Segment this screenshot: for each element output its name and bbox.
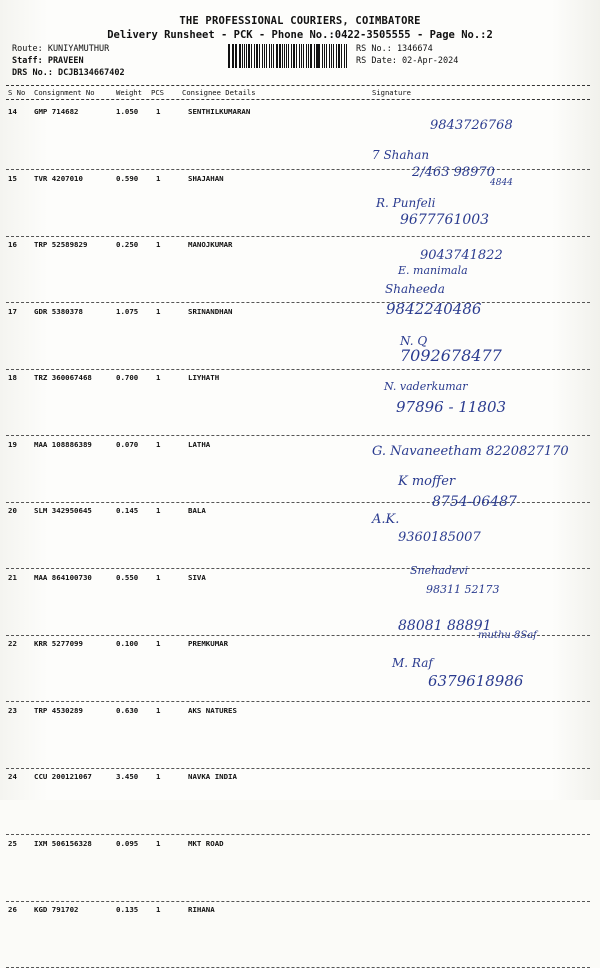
- cell-cn: MAA 864100730: [34, 572, 92, 582]
- cell-cn: IXM 506156328: [34, 838, 92, 848]
- cell-cn: GDR 5380378: [34, 306, 83, 316]
- signature-text: 98311 52173: [426, 583, 500, 596]
- cell-wt: 1.075: [116, 306, 139, 316]
- signature-text: 7092678477: [400, 346, 502, 365]
- barcode-bar: [248, 44, 250, 68]
- barcode-bar: [239, 44, 241, 68]
- cell-wt: 0.250: [116, 240, 139, 249]
- cell-pcs: 1: [156, 639, 161, 648]
- table-row: [6, 236, 590, 303]
- signature-text: G. Navaneetham 8220827170: [372, 444, 569, 459]
- barcode-bar: [244, 44, 245, 68]
- cell-sno: 21: [8, 572, 17, 582]
- barcode-bar: [303, 44, 304, 68]
- signature-text: A.K.: [372, 512, 400, 527]
- cell-wt: 1.050: [116, 107, 139, 116]
- cell-cn: SLM 342950645: [34, 506, 92, 515]
- cell-name: AKS NATURES: [188, 705, 237, 715]
- cell-sno: 22: [8, 639, 17, 648]
- table-header: [6, 85, 590, 100]
- barcode-bar: [259, 44, 260, 68]
- cell-wt: 0.550: [116, 572, 139, 582]
- cell-sno: 20: [8, 506, 17, 515]
- barcode-bar: [322, 44, 323, 68]
- table-row: [6, 103, 590, 170]
- col-signature: Signature: [372, 88, 411, 97]
- cell-pcs: 1: [156, 107, 161, 116]
- signature-text: M. Raf: [392, 656, 433, 670]
- cell-sno: 17: [8, 306, 17, 316]
- barcode-bar: [341, 44, 343, 68]
- barcode-bar: [232, 44, 233, 68]
- barcode-bar: [316, 44, 317, 68]
- company-title: THE PROFESSIONAL COURIERS, COIMBATORE: [179, 15, 421, 27]
- signature-text: R. Punfeli: [376, 196, 436, 210]
- col-consignee: Consignee Details: [182, 88, 256, 97]
- cell-pcs: 1: [156, 173, 161, 183]
- cell-name: LATHA: [188, 439, 211, 449]
- cell-pcs: 1: [156, 439, 161, 449]
- barcode-bar: [338, 44, 340, 68]
- col-consignment: Consignment No: [34, 88, 95, 97]
- cell-cn: TRZ 360067468: [34, 373, 92, 382]
- cell-wt: 0.700: [116, 373, 139, 382]
- signature-text: 97896 - 11803: [396, 398, 507, 416]
- barcode-bar: [242, 44, 243, 68]
- cell-name: MANOJKUMAR: [188, 240, 233, 249]
- signature-text: 7 Shahan: [372, 148, 430, 162]
- cell-pcs: 1: [156, 572, 161, 582]
- table-row: [6, 635, 590, 702]
- barcode-bar: [346, 44, 347, 68]
- cell-pcs: 1: [156, 506, 161, 515]
- rs-number: RS No.: 1346674: [356, 44, 433, 54]
- barcode-bar: [235, 44, 237, 68]
- table-row: [6, 502, 590, 569]
- cell-cn: MAA 108886389: [34, 439, 92, 449]
- cell-sno: 15: [8, 173, 17, 183]
- table-row: [6, 303, 590, 370]
- cell-name: BALA: [188, 506, 206, 515]
- staff-label: Staff: PRAVEEN: [12, 56, 84, 66]
- barcode-bar: [310, 44, 312, 68]
- table-row: [6, 569, 590, 636]
- signature-text: 9360185007: [398, 530, 481, 545]
- signature-text: Snehadevi: [410, 564, 469, 577]
- signature-text: muthu 8Saf: [478, 630, 537, 641]
- barcode-bar: [326, 44, 327, 68]
- barcode-bar: [331, 44, 333, 68]
- cell-cn: KRR 5277099: [34, 639, 83, 648]
- cell-pcs: 1: [156, 905, 161, 914]
- col-sno: S No: [8, 88, 26, 97]
- cell-cn: TRP 52589829: [34, 240, 88, 249]
- cell-sno: 14: [8, 107, 17, 116]
- cell-name: LIYHATH: [188, 373, 220, 382]
- signature-text: E. manimala: [398, 264, 468, 277]
- table-row: [6, 835, 590, 902]
- cell-wt: 0.145: [116, 506, 139, 515]
- cell-pcs: 1: [156, 772, 161, 781]
- table-row: [6, 768, 590, 835]
- cell-name: PREMKUMAR: [188, 639, 229, 648]
- barcode-bar: [301, 44, 303, 68]
- signature-text: N. vaderkumar: [384, 380, 468, 393]
- cell-sno: 16: [8, 240, 17, 249]
- signature-text: Shaheeda: [385, 282, 445, 296]
- cell-wt: 0.630: [116, 705, 139, 715]
- runsheet-subtitle: Delivery Runsheet - PCK - Phone No.:0422-3505555 - Page No.:2: [107, 29, 493, 41]
- cell-pcs: 1: [156, 240, 161, 249]
- barcode-bar: [282, 44, 283, 68]
- barcode-bar: [233, 44, 234, 68]
- cell-pcs: 1: [156, 705, 161, 715]
- table-row: [6, 901, 590, 968]
- barcode-bar: [324, 44, 326, 68]
- cell-sno: 19: [8, 439, 17, 449]
- signature-text: 9043741822: [420, 248, 503, 263]
- barcode-bar: [246, 44, 247, 68]
- cell-cn: TVR 4207010: [34, 173, 83, 183]
- barcode-bar: [296, 44, 297, 68]
- barcode-bar: [293, 44, 295, 68]
- barcode-bar: [344, 44, 345, 68]
- cell-sno: 18: [8, 373, 17, 382]
- cell-pcs: 1: [156, 373, 161, 382]
- cell-wt: 0.095: [116, 838, 139, 848]
- signature-text: 8754-06487: [432, 494, 517, 510]
- cell-sno: 25: [8, 838, 17, 848]
- barcode-bar: [306, 44, 307, 68]
- signature-text: 9842240486: [386, 300, 482, 318]
- cell-wt: 0.135: [116, 905, 139, 914]
- barcode-bar: [288, 44, 290, 68]
- barcode-bar: [314, 44, 315, 68]
- barcode-bar: [286, 44, 287, 68]
- barcode-bar: [333, 44, 334, 68]
- cell-wt: 0.070: [116, 439, 139, 449]
- signature-text: N. Q: [400, 334, 428, 348]
- cell-cn: GMP 714682: [34, 107, 79, 116]
- barcode-bar: [276, 44, 278, 68]
- barcode-bar: [336, 44, 337, 68]
- barcode-bar: [273, 44, 274, 68]
- drs-label: DRS No.: DCJB134667402: [12, 68, 125, 78]
- cell-cn: KGD 791702: [34, 905, 79, 914]
- cell-name: SHAJAHAN: [188, 173, 224, 183]
- barcode-bar: [254, 44, 255, 68]
- cell-name: SENTHILKUMARAN: [188, 107, 251, 116]
- barcode-bar: [308, 44, 310, 68]
- cell-sno: 26: [8, 905, 17, 914]
- barcode-bar: [271, 44, 273, 68]
- cell-cn: TRP 4530289: [34, 705, 83, 715]
- cell-sno: 23: [8, 705, 17, 715]
- barcode-bar: [329, 44, 330, 68]
- cell-sno: 24: [8, 772, 17, 781]
- barcode-bar: [279, 44, 281, 68]
- signature-text: 9677761003: [400, 212, 490, 228]
- barcode-bar: [269, 44, 270, 68]
- cell-name: SRINANDHAN: [188, 306, 233, 316]
- barcode-bar: [262, 44, 263, 68]
- cell-name: NAVKA INDIA: [188, 772, 237, 781]
- signature-text: 88081 88891: [398, 618, 492, 634]
- barcode-bar: [256, 44, 258, 68]
- cell-name: MKT ROAD: [188, 838, 224, 848]
- barcode-bar: [251, 44, 253, 68]
- barcode-bar: [228, 44, 230, 68]
- signature-text: 9843726768: [430, 118, 513, 133]
- cell-cn: CCU 200121067: [34, 772, 92, 781]
- route-label: Route: KUNIYAMUTHUR: [12, 44, 110, 54]
- signature-text: 2/463 98970: [412, 165, 495, 180]
- barcode-bar: [264, 44, 266, 68]
- signature-text: K moffer: [398, 474, 456, 489]
- barcode: [228, 44, 348, 68]
- cell-pcs: 1: [156, 838, 161, 848]
- barcode-bar: [291, 44, 292, 68]
- barcode-bar: [317, 44, 319, 68]
- signature-text: 4844: [490, 178, 513, 188]
- signature-text: 6379618986: [428, 672, 524, 690]
- barcode-bar: [284, 44, 285, 68]
- cell-name: SIVA: [188, 572, 206, 582]
- rs-date: RS Date: 02-Apr-2024: [356, 56, 459, 66]
- cell-wt: 0.100: [116, 639, 139, 648]
- col-weight: Weight: [116, 88, 142, 97]
- col-pcs: PCS: [151, 88, 164, 97]
- barcode-bar: [299, 44, 300, 68]
- cell-pcs: 1: [156, 306, 161, 316]
- cell-name: RIHANA: [188, 905, 215, 914]
- table-row: [6, 702, 590, 769]
- cell-wt: 3.450: [116, 772, 139, 781]
- cell-wt: 0.590: [116, 173, 139, 183]
- barcode-bar: [266, 44, 267, 68]
